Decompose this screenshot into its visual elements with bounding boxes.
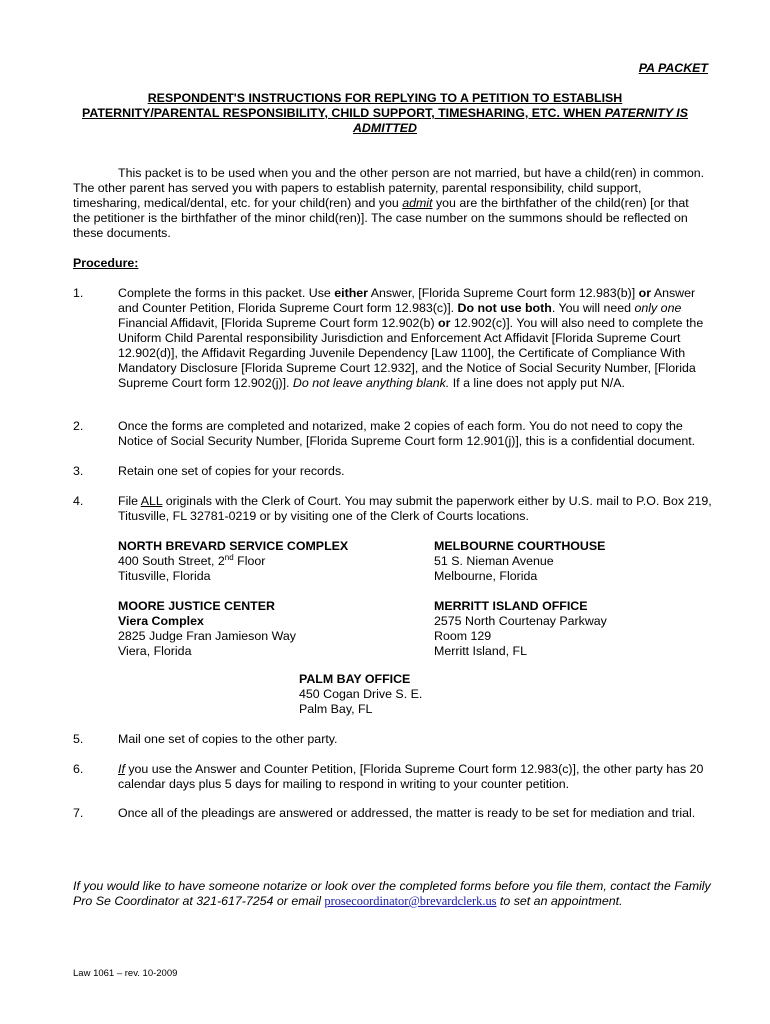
item-number: 7. — [73, 806, 84, 820]
item-text: File ALL originals with the Clerk of Court. You may submit the paperwork either by U.S. mail to P.O. Box 219, Titusville, FL 32781-0219 or by visiting one of the Clerk of Courts locations. — [118, 494, 712, 523]
item-number: 1. — [73, 286, 84, 300]
coordinator-email-link[interactable]: prosecoordinator@brevardclerk.us — [324, 894, 497, 908]
item-number: 4. — [73, 494, 84, 508]
intro-paragraph: This packet is to be used when you and the other person are not married, but have a child(ren) in common. The other parent has served you with papers to establish paternity, parental responsibility, child support, timesharing, medical/dental, etc. for your child(ren) and you admit you are the birthfather of the child(ren) [or that the petitioner is the birthfather of the minor child(ren)]. The case number on the summons should be reflected on these documents. — [73, 166, 705, 240]
item-text: Once all of the pleadings are answered or addressed, the matter is ready to be set for mediation and trial. — [118, 806, 696, 820]
item-text: If you use the Answer and Counter Petition, [Florida Supreme Court form 12.983(c)], the other party has 20 calendar days plus 5 days for mailing to respond in writing to your counter petition. — [118, 762, 704, 791]
title-line-3: ADMITTED — [352, 121, 417, 135]
item-number: 3. — [73, 464, 84, 478]
procedure-item-6 — [73, 762, 713, 792]
title-paternity-emphasis: PATERNITY IS — [604, 106, 689, 120]
item-text: Retain one set of copies for your records. — [118, 464, 345, 478]
title-line-1: RESPONDENT'S INSTRUCTIONS FOR REPLYING TO A PETITION TO ESTABLISH — [147, 91, 623, 105]
office-merritt-island: MERRITT ISLAND OFFICE 2575 North Courtenay Parkway Room 129 Merritt Island, FL — [434, 599, 607, 658]
office-melbourne: MELBOURNE COURTHOUSE 51 S. Nieman Avenue Melbourne, Florida — [434, 539, 606, 583]
office-north-brevard: NORTH BREVARD SERVICE COMPLEX 400 South Street, 2nd Floor Titusville, Florida — [118, 539, 349, 583]
footer-revision: Law 1061 – rev. 10-2009 — [73, 968, 178, 979]
document-title — [62, 91, 708, 136]
office-palm-bay: PALM BAY OFFICE 450 Cogan Drive S. E. Palm Bay, FL — [299, 672, 423, 716]
item-text: Mail one set of copies to the other party. — [118, 732, 338, 746]
procedure-item-4 — [73, 494, 713, 524]
procedure-item-7 — [73, 806, 713, 821]
closing-note: If you would like to have someone notarize or look over the completed forms before you file them, contact the Family Pro Se Coordinator at 321-617-7254 or email prosecoordinator@brevardclerk.us to set an appointment. — [73, 879, 711, 908]
item-number: 5. — [73, 732, 84, 746]
item-text: Once the forms are completed and notarized, make 2 copies of each form. You do not need to copy the Notice of Social Security Number, [Florida Supreme Court form 12.901(j)], this is a confidential document. — [118, 419, 696, 448]
item-number: 6. — [73, 762, 84, 776]
item-text: Complete the forms in this packet. Use either Answer, [Florida Supreme Court form 12.983(b)] or Answer and Counter Petition, Florida Supreme Court form 12.983(c)]. Do not use both. You will need only one Financial Affidavit, [Florida Supreme Court form 12.902(b) or 12.902(c)]. You will also need to complete the Uniform Child Parental responsibility Jurisdiction and Enforcement Act Affidavit [Florida Supreme Court 12.902(d)], the Affidavit Regarding Juvenile Dependency [Law 1100], the Certificate of Compliance With Mandatory Disclosure [Florida Supreme Court 12.932], and the Notice of Social Security Number, [Florida Supreme Court form 12.902(j)]. Do not leave anything blank. If a line does not apply put N/A. — [118, 286, 704, 390]
packet-label: PA PACKET — [638, 61, 708, 75]
procedure-item-2 — [73, 419, 713, 449]
procedure-heading: Procedure: — [73, 256, 139, 270]
admit-emphasis: admit — [402, 196, 433, 210]
procedure-item-1 — [73, 286, 713, 391]
procedure-item-5 — [73, 732, 713, 747]
item-number: 2. — [73, 419, 84, 433]
office-moore-justice: MOORE JUSTICE CENTER Viera Complex 2825 Judge Fran Jamieson Way Viera, Florida — [118, 599, 296, 658]
title-line-2: PATERNITY/PARENTAL RESPONSIBILITY, CHILD SUPPORT, TIMESHARING, ETC. WHEN PATERNITY IS — [81, 106, 689, 120]
procedure-item-3 — [73, 464, 713, 479]
